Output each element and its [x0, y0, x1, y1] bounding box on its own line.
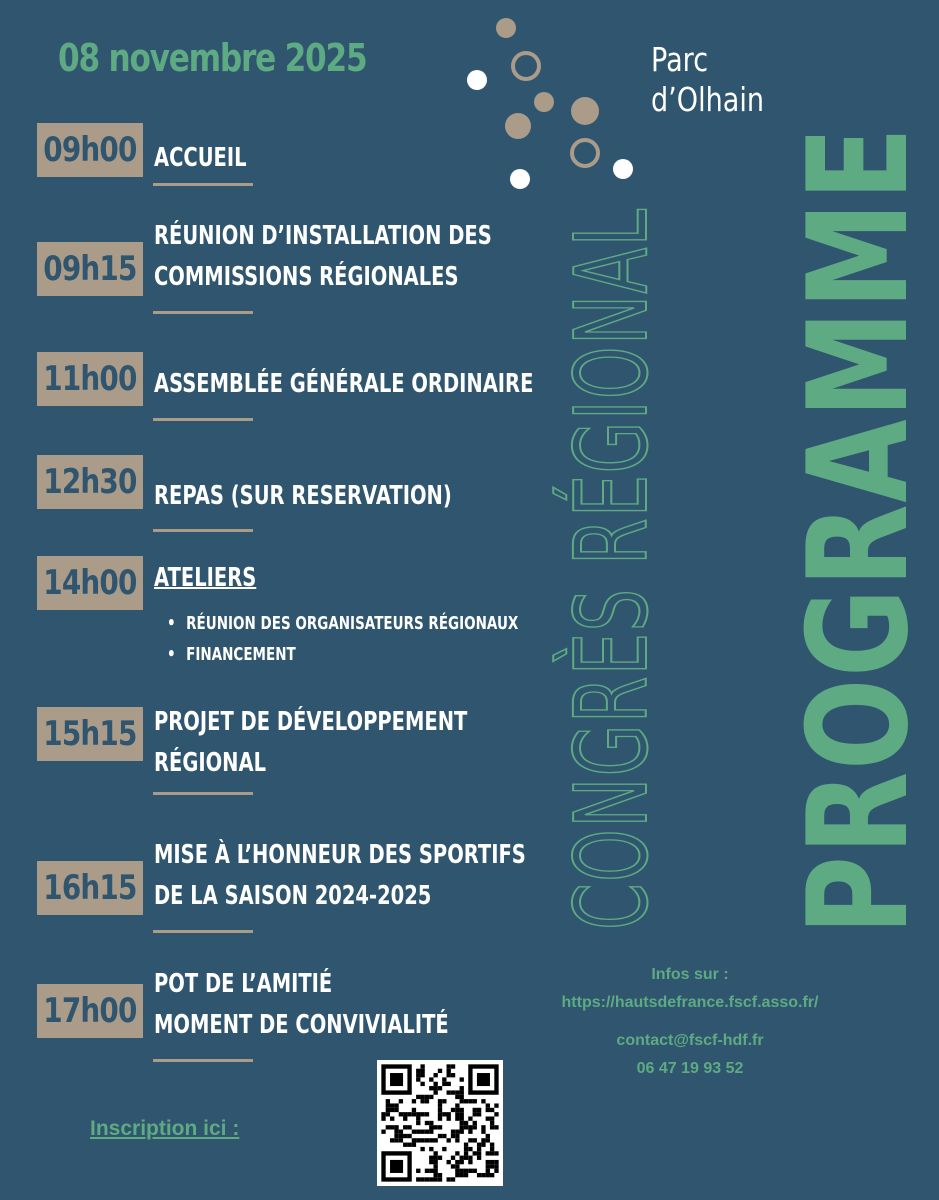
- congres-regional-title: CONGRÈS RÉGIONAL: [553, 207, 670, 931]
- item-title: PROJET DE DÉVELOPPEMENT RÉGIONAL: [154, 707, 468, 778]
- ring: [513, 53, 539, 79]
- time-badge: 17h00: [37, 984, 143, 1038]
- divider: [153, 418, 253, 421]
- ring: [572, 140, 598, 166]
- info-label: Infos sur :: [651, 966, 729, 983]
- list-item: • FINANCEMENT: [167, 639, 518, 670]
- dot: [510, 169, 530, 189]
- divider: [153, 311, 253, 314]
- info-block: [540, 961, 840, 1017]
- divider: [153, 930, 253, 933]
- dot: [613, 159, 633, 179]
- phone-number: 06 47 19 93 52: [636, 1060, 744, 1077]
- decorative-dots: [460, 10, 650, 200]
- item-title: ATELIERS: [154, 563, 257, 593]
- qr-code[interactable]: [377, 1060, 503, 1186]
- item-title: ACCUEIL: [154, 143, 247, 173]
- dot: [534, 92, 554, 112]
- time-badge: 11h00: [37, 352, 143, 406]
- email-link[interactable]: contact@fscf-hdf.fr: [616, 1032, 764, 1049]
- time-badge: 09h00: [37, 123, 143, 177]
- item-title: RÉUNION D’INSTALLATION DES COMMISSIONS RÉGIONALES: [154, 221, 492, 292]
- location-line-1: Parc: [651, 40, 709, 79]
- item-title: MISE À L’HONNEUR DES SPORTIFS DE LA SAISON 2024-2025: [154, 840, 526, 911]
- website-link[interactable]: https://hautsdefrance.fscf.asso.fr/: [561, 994, 819, 1011]
- contact-block: [540, 1027, 840, 1083]
- item-title: POT DE L’AMITIÉ MOMENT DE CONVIVIALITÉ: [154, 969, 449, 1040]
- registration-link[interactable]: Inscription ici :: [90, 1117, 240, 1140]
- list-item: • RÉUNION DES ORGANISATEURS RÉGIONAUX: [167, 608, 518, 639]
- dot: [467, 70, 487, 90]
- dot: [571, 97, 599, 125]
- divider: [153, 183, 253, 186]
- item-title: ASSEMBLÉE GÉNÉRALE ORDINAIRE: [154, 369, 534, 399]
- programme-title: PROGRAMME: [778, 125, 939, 936]
- divider: [153, 792, 253, 795]
- time-badge: 15h15: [37, 707, 143, 761]
- event-date: 08 novembre 2025: [58, 36, 367, 80]
- divider: [153, 1059, 253, 1062]
- location-line-2: d’Olhain: [651, 80, 765, 119]
- time-badge: 09h15: [37, 242, 143, 296]
- dot: [505, 113, 531, 139]
- divider: [153, 529, 253, 532]
- dot: [496, 18, 516, 38]
- workshop-list: [167, 608, 518, 670]
- time-badge: 12h30: [37, 455, 143, 509]
- time-badge: 16h15: [37, 861, 143, 915]
- item-title: REPAS (SUR RESERVATION): [154, 481, 452, 511]
- time-badge: 14h00: [37, 556, 143, 610]
- event-location: [651, 40, 764, 120]
